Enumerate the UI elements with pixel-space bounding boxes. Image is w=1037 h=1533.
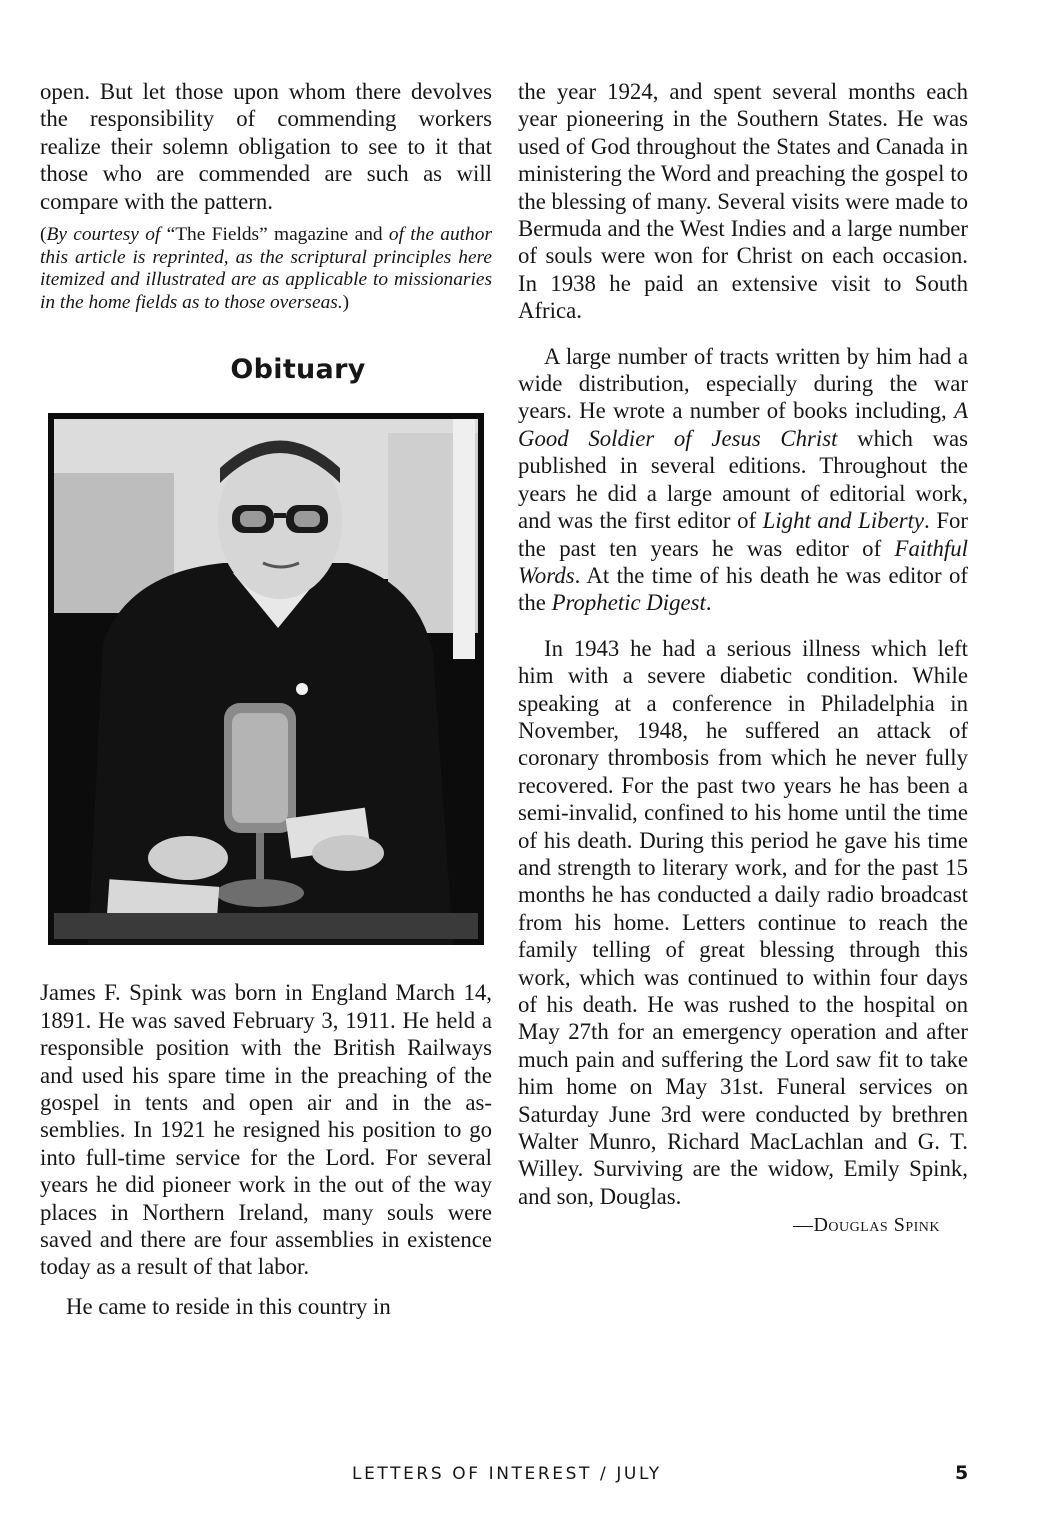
paragraph-illness: In 1943 he had a serious illness which left him with a severe diabetic condition. While speaking at a conference in Philadelphia in November, 1948, he suffered an attack of coronary thrombosis from which he never fully recovered. For the past two years he has been a semi-invalid, confined to his home until the time of his death. During this period he gave his time and strength to literary work, and for the past 15 months he has conducted a daily radio broadcast from his home. Letters continue to reach the family telling of great blessing through this work, which was continued to within four days of his death. He was rushed to the hospital on May 27th for an emergency operation and after much pain and suffering the Lord saw fit to take him home on May 31st. Funeral services on Saturday June 3rd were conducted by brethren Walter Munro, Richard MacLachlan and G. T. Willey. Surviving are the widow, Emily Spink, and son, Douglas. (518, 635, 968, 1209)
obituary-heading: Obituary (230, 354, 366, 386)
paragraph-came-to-reside: He came to reside in this country in (66, 1293, 391, 1319)
signature-name: Douglas Spink (813, 1214, 940, 1237)
book-title-prophetic-digest: Prophetic Digest (551, 590, 706, 616)
book-title-good-soldier: A Good Soldier of Jesus Christ (518, 398, 968, 451)
left-column (40, 78, 492, 1320)
reprint-note (40, 224, 492, 314)
running-footer: LETTERS OF INTEREST / JULY (352, 1464, 662, 1484)
book-title-faithful-words: Faithful Words (518, 535, 968, 588)
note-rest: of the author this article is reprinted, as the scriptural principles here itemized and illustrated are as applicable to missionaries in the home fields as to those overseas. (40, 224, 492, 313)
tracts-text-2: which was published in several editions. Throughout the years he did a large amount of editorial work, and was the first editor of (518, 425, 968, 534)
note-open-paren: ( (40, 224, 47, 246)
note-magazine-and: magazine and (267, 224, 383, 246)
note-by-courtesy: By courtesy of (46, 224, 167, 246)
paragraph-open: open. But let those upon whom there devolves the responsibility of commending workers realize their solemn obligation to see to it that those who are commended are such as will compare with the pattern. (40, 79, 492, 214)
tracts-text-4: . At the time of his death he was editor of the (518, 562, 968, 616)
signature (518, 1214, 940, 1237)
tracts-text-3: . For the past ten years he was editor of (518, 508, 968, 561)
signature-dash: — (792, 1214, 814, 1237)
note-fields-title: “The Fields” (166, 224, 268, 246)
book-title-light-and-liberty: Light and Liberty (762, 508, 925, 534)
portrait-image (48, 413, 484, 945)
paragraph-tracts (518, 343, 968, 617)
paragraph-year-1924: the year 1924, and spent several months each year pioneering in the Southern States. He was used of God throughout the States and Canada in ministering the Word and preaching the gospel to the blessing of many. Several visits were made to Bermuda and the West Indies and a large number of souls were won for Christ on each occasion. In 1938 he paid an extensive visit to South Africa. (518, 79, 968, 324)
page-number: 5 (955, 1462, 969, 1484)
note-close-paren: ) (342, 291, 350, 313)
tracts-text-5: . (705, 590, 712, 616)
right-column (518, 78, 968, 1237)
portrait-photo (48, 413, 484, 945)
tracts-text-1: A large number of tracts written by him had a wide distribution, especially during the war years. He wrote a number of books including, (518, 343, 968, 424)
paragraph-bio: James F. Spink was born in England March 14, 1891. He was saved February 3, 1911. He held a responsible position with the British Railways and used his spare time in the preaching of the gospel in tents and open air and in the assemblies. In 1921 he resigned his position to go into full-time service for the Lord. For several years he did pioneer work in the out of the way places in Northern Ireland, many souls were saved and there are four assemblies in existence today as a result of that labor. (40, 980, 492, 1280)
